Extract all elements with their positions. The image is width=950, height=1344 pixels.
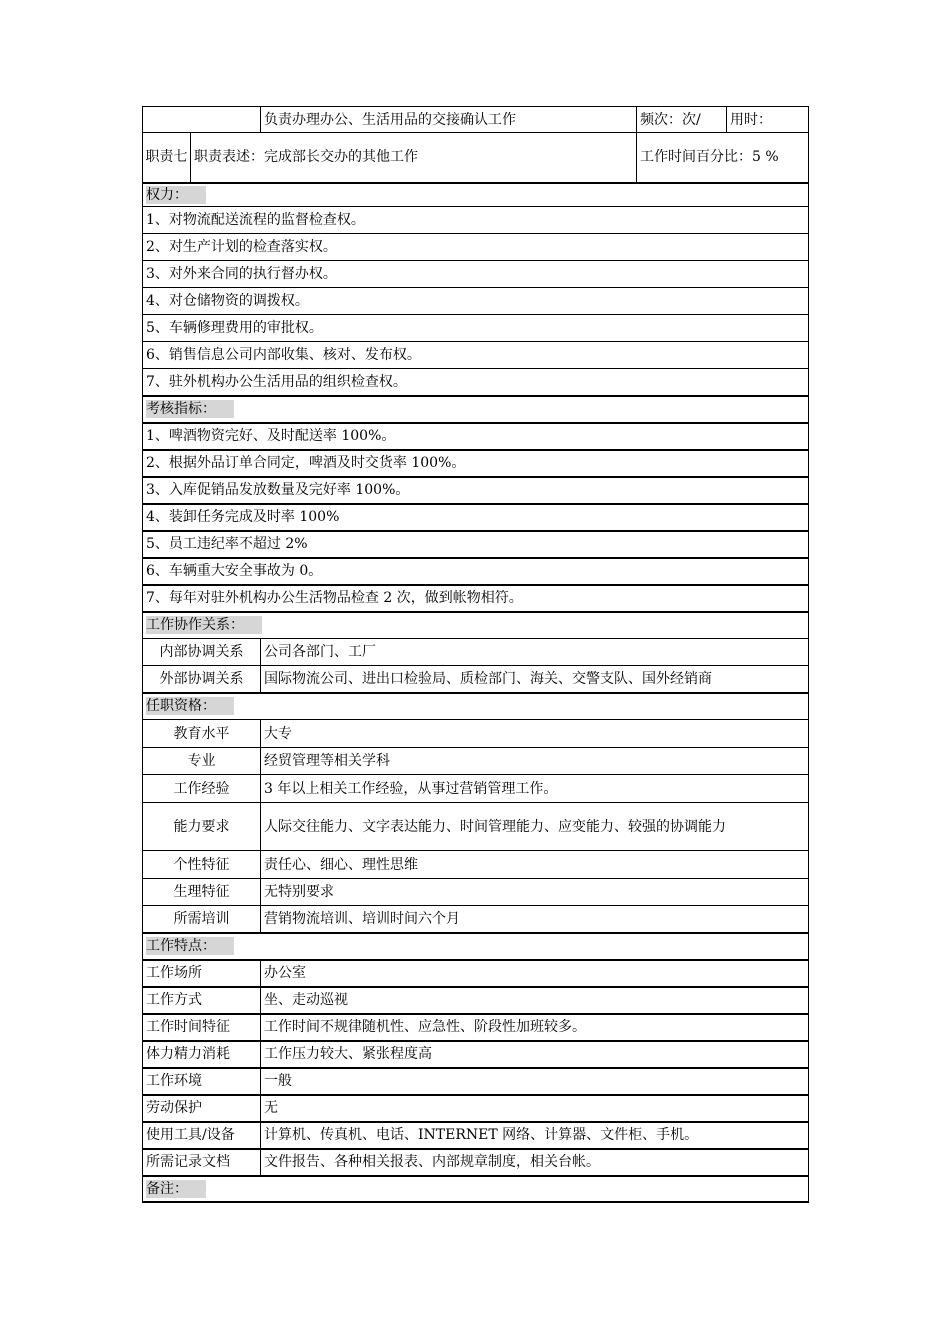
kpi-item: 6、车辆重大安全事故为 0。	[143, 558, 809, 585]
relation-value: 国际物流公司、进出口检验局、质检部门、海关、交警支队、国外经销商	[261, 666, 809, 693]
feature-row	[143, 1095, 809, 1122]
qualification-row	[143, 720, 809, 748]
qualifications-header: 任职资格：	[146, 697, 234, 715]
kpi-item: 1、啤酒物资完好、及时配送率 100%。	[143, 423, 809, 450]
rights-item: 5、车辆修理费用的审批权。	[143, 315, 809, 342]
qualification-value: 经贸管理等相关学科	[261, 748, 809, 775]
feature-value: 计算机、传真机、电话、INTERNET 网络、计算器、文件柜、手机。	[261, 1122, 809, 1149]
feature-value: 无	[261, 1095, 809, 1122]
feature-value: 工作压力较大、紧张程度高	[261, 1041, 809, 1068]
relation-value: 公司各部门、工厂	[261, 639, 809, 666]
duty-summary-blank	[143, 107, 261, 133]
qualification-label: 工作经验	[143, 775, 261, 803]
duty-number: 职责七	[143, 133, 191, 183]
qualification-value: 责任心、细心、理性思维	[261, 851, 809, 879]
feature-row	[143, 987, 809, 1014]
qualification-row	[143, 906, 809, 933]
qualification-value: 无特别要求	[261, 879, 809, 906]
time-used-cell: 用时：	[727, 107, 809, 133]
job-description-table	[142, 106, 809, 1203]
qualification-row	[143, 748, 809, 775]
relation-row	[143, 639, 809, 666]
qualification-label: 专业	[143, 748, 261, 775]
qualification-label: 个性特征	[143, 851, 261, 879]
duty-summary-row	[143, 107, 809, 133]
kpi-item: 4、装卸任务完成及时率 100%	[143, 504, 809, 531]
frequency-cell: 频次：次/	[637, 107, 727, 133]
qualification-value: 营销物流培训、培训时间六个月	[261, 906, 809, 933]
qualification-row	[143, 879, 809, 906]
rights-header-row	[143, 183, 809, 207]
features-header: 工作特点：	[146, 937, 234, 955]
feature-label: 工作方式	[143, 987, 261, 1014]
feature-label: 工作时间特征	[143, 1014, 261, 1041]
relation-label: 外部协调关系	[143, 666, 261, 693]
feature-row	[143, 1068, 809, 1095]
time-percentage: 工作时间百分比：5 %	[637, 133, 809, 183]
feature-row	[143, 960, 809, 987]
feature-value: 办公室	[261, 960, 809, 987]
rights-item: 3、对外来合同的执行督办权。	[143, 261, 809, 288]
feature-row	[143, 1041, 809, 1068]
relations-header-row	[143, 612, 809, 639]
rights-item: 1、对物流配送流程的监督检查权。	[143, 207, 809, 234]
feature-row	[143, 1014, 809, 1041]
qualification-label: 能力要求	[143, 803, 261, 851]
feature-label: 体力精力消耗	[143, 1041, 261, 1068]
feature-value: 坐、走动巡视	[261, 987, 809, 1014]
qualification-row	[143, 803, 809, 851]
duty-description: 职责表述：完成部长交办的其他工作	[191, 133, 637, 183]
feature-label: 所需记录文档	[143, 1149, 261, 1176]
duty-seven-row	[143, 133, 809, 183]
relation-row	[143, 666, 809, 693]
feature-label: 工作场所	[143, 960, 261, 987]
relations-header: 工作协作关系：	[146, 616, 262, 634]
qualification-value: 人际交往能力、文字表达能力、时间管理能力、应变能力、较强的协调能力	[261, 803, 809, 851]
qualification-value: 3 年以上相关工作经验，从事过营销管理工作。	[261, 775, 809, 803]
qualifications-header-row	[143, 693, 809, 720]
qualification-row	[143, 775, 809, 803]
feature-label: 工作环境	[143, 1068, 261, 1095]
qualification-row	[143, 851, 809, 879]
feature-row	[143, 1149, 809, 1176]
kpi-item: 2、根据外品订单合同定，啤酒及时交货率 100%。	[143, 450, 809, 477]
feature-label: 劳动保护	[143, 1095, 261, 1122]
feature-value: 一般	[261, 1068, 809, 1095]
feature-label: 使用工具/设备	[143, 1122, 261, 1149]
feature-value: 文件报告、各种相关报表、内部规章制度，相关台帐。	[261, 1149, 809, 1176]
rights-item: 6、销售信息公司内部收集、核对、发布权。	[143, 342, 809, 369]
job-description-document	[142, 106, 808, 1203]
rights-item: 2、对生产计划的检查落实权。	[143, 234, 809, 261]
kpi-item: 3、入库促销品发放数量及完好率 100%。	[143, 477, 809, 504]
duty-summary: 负责办理办公、生活用品的交接确认工作	[261, 107, 637, 133]
feature-row	[143, 1122, 809, 1149]
rights-item: 4、对仓储物资的调拨权。	[143, 288, 809, 315]
qualification-value: 大专	[261, 720, 809, 748]
rights-item: 7、驻外机构办公生活用品的组织检查权。	[143, 369, 809, 396]
features-header-row	[143, 933, 809, 960]
notes-header: 备注：	[146, 1180, 206, 1198]
qualification-label: 所需培训	[143, 906, 261, 933]
kpi-header-row	[143, 396, 809, 423]
qualification-label: 生理特征	[143, 879, 261, 906]
kpi-item: 7、每年对驻外机构办公生活物品检查 2 次，做到帐物相符。	[143, 585, 809, 612]
relation-label: 内部协调关系	[143, 639, 261, 666]
rights-header: 权力：	[146, 186, 206, 204]
kpi-item: 5、员工违纪率不超过 2%	[143, 531, 809, 558]
notes-row	[143, 1176, 809, 1202]
kpi-header: 考核指标：	[146, 400, 234, 418]
qualification-label: 教育水平	[143, 720, 261, 748]
feature-value: 工作时间不规律随机性、应急性、阶段性加班较多。	[261, 1014, 809, 1041]
